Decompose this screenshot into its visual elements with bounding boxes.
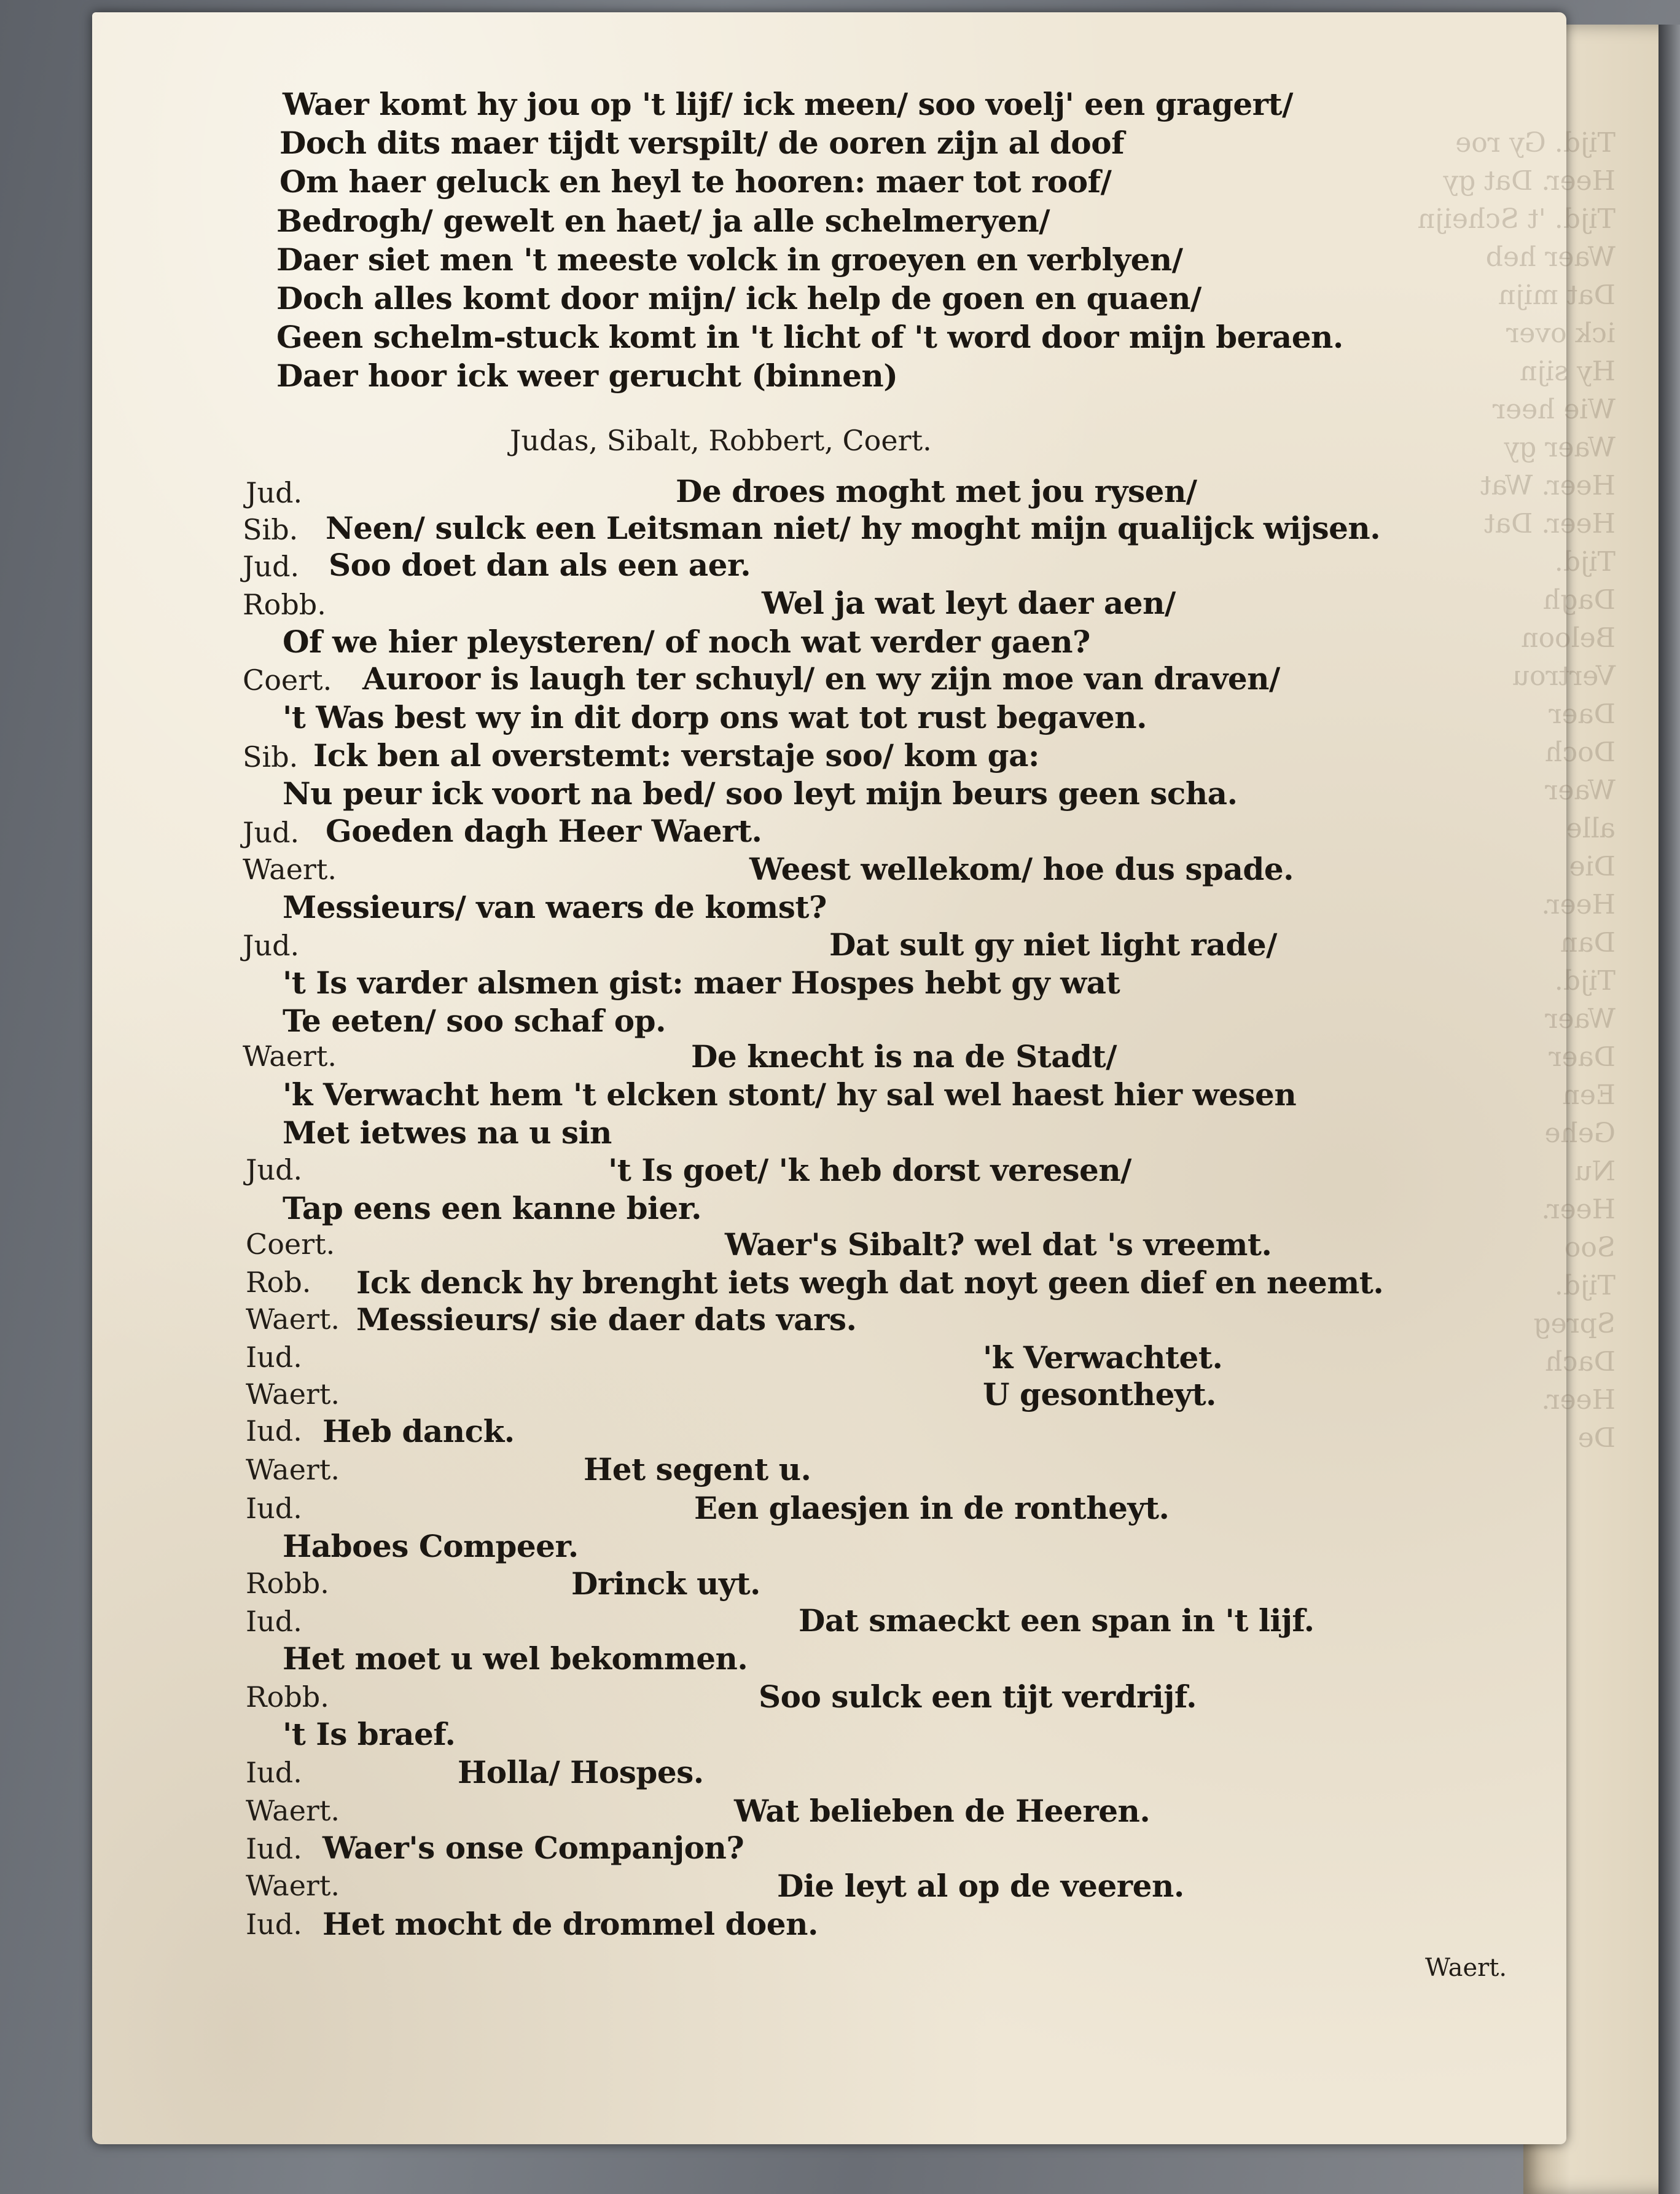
speaker-label: Sib. bbox=[243, 513, 299, 546]
dialogue-line: 'k Verwachtet. bbox=[983, 1339, 1223, 1376]
dialogue-line: Nu peur ick voort na bed/ soo leyt mijn beurs geen scha. bbox=[283, 775, 1238, 812]
speaker-label: Waert. bbox=[243, 853, 337, 886]
verse-line: Geen schelm-stuck komt in 't licht of 't word door mijn beraen. bbox=[276, 319, 1343, 355]
speaker-label: Iud. bbox=[246, 1908, 302, 1941]
speaker-label: Coert. bbox=[246, 1228, 335, 1261]
speaker-label: Waert. bbox=[246, 1303, 340, 1336]
dialogue-line: Goeden dagh Heer Waert. bbox=[326, 813, 762, 849]
speaker-label: Robb. bbox=[246, 1680, 329, 1714]
dialogue-line: U gesontheyt. bbox=[983, 1376, 1216, 1412]
dialogue-line: Heb danck. bbox=[322, 1413, 515, 1449]
speaker-label: Robb. bbox=[243, 588, 326, 621]
dialogue-line: Holla/ Hospes. bbox=[458, 1754, 704, 1790]
speaker-label: Robb. bbox=[246, 1567, 329, 1600]
speaker-label: Coert. bbox=[243, 664, 332, 697]
scene-heading: Judas, Sibalt, Robbert, Coert. bbox=[510, 424, 932, 457]
speaker-label: Iud. bbox=[246, 1414, 302, 1448]
dialogue-line: Het segent u. bbox=[584, 1451, 811, 1487]
speaker-label: Waert. bbox=[246, 1869, 340, 1902]
speaker-label: Iud. bbox=[246, 1492, 302, 1525]
dialogue-line: Tap eens een kanne bier. bbox=[283, 1190, 701, 1226]
verse-line: Daer hoor ick weer gerucht (binnen) bbox=[276, 358, 898, 394]
speaker-label: Iud. bbox=[246, 1756, 302, 1789]
speaker-label: Jud. bbox=[243, 816, 300, 849]
speaker-label: Waert. bbox=[246, 1377, 340, 1411]
dialogue-line: Ick denck hy brenght iets wegh dat noyt geen dief en neemt. bbox=[356, 1264, 1384, 1301]
dialogue-line: Met ietwes na u sin bbox=[283, 1115, 612, 1151]
verse-line: Bedrogh/ gewelt en haet/ ja alle schelmeryen/ bbox=[276, 203, 1050, 239]
speaker-label: Jud. bbox=[246, 1153, 303, 1186]
dialogue-line: Auroor is laugh ter schuyl/ en wy zijn moe van draven/ bbox=[362, 660, 1280, 697]
dialogue-line: Een glaesjen in de rontheyt. bbox=[694, 1490, 1170, 1526]
verse-line: Om haer geluck en heyl te hooren: maer tot roof/ bbox=[279, 163, 1112, 200]
speaker-label: Sib. bbox=[243, 740, 299, 774]
bleed-through: Tijd. Gy roe Heer. Dat gy Tijd. 't Scheijn Waer heb Dat mijn ick over Hy sijn Wie heer Waer gy Heer. Wat Heer. Dat Tijd. Dagh Beloon Vertrou Daer Doch Waer alle Die Heer. Dan Tijd. Waer Daer Een Gehe Nu Heer. Soo Tijd. Spreg Dach Heer. De bbox=[1417, 127, 1616, 1454]
verse-line: Waer komt hy jou op 't lijf/ ick meen/ soo voelj' een gragert/ bbox=[283, 86, 1293, 122]
dialogue-line: 't Is braef. bbox=[283, 1716, 456, 1752]
speaker-label: Jud. bbox=[243, 550, 300, 583]
facing-page-edge bbox=[1659, 25, 1680, 2194]
dialogue-line: Soo sulck een tijt verdrijf. bbox=[759, 1679, 1197, 1715]
dialogue-line: Weest wellekom/ hoe dus spade. bbox=[749, 851, 1294, 887]
verse-line: Doch dits maer tijdt verspilt/ de ooren zijn al doof bbox=[279, 125, 1125, 161]
speaker-label: Waert. bbox=[243, 1040, 337, 1073]
dialogue-line: Wat belieben de Heeren. bbox=[734, 1793, 1151, 1829]
dialogue-line: Die leyt al op de veeren. bbox=[777, 1868, 1184, 1904]
dialogue-line: Het mocht de drommel doen. bbox=[322, 1906, 818, 1942]
speaker-label: Jud. bbox=[243, 929, 300, 962]
dialogue-line: Ick ben al overstemt: verstaje soo/ kom ga: bbox=[313, 737, 1039, 774]
dialogue-line: Dat sult gy niet light rade/ bbox=[829, 927, 1277, 963]
speaker-label: Iud. bbox=[246, 1341, 302, 1374]
dialogue-line: Waer's Sibalt? wel dat 's vreemt. bbox=[725, 1226, 1272, 1263]
speaker-label: Jud. bbox=[246, 476, 303, 509]
dialogue-line: Waer's onse Companjon? bbox=[322, 1830, 744, 1866]
dialogue-line: Soo doet dan als een aer. bbox=[329, 547, 751, 583]
dialogue-line: Wel ja wat leyt daer aen/ bbox=[762, 585, 1176, 621]
dialogue-line: 't Is varder alsmen gist: maer Hospes hebt gy wat bbox=[283, 965, 1120, 1001]
dialogue-line: Het moet u wel bekommen. bbox=[283, 1640, 748, 1677]
dialogue-line: 'k Verwacht hem 't elcken stont/ hy sal wel haest hier wesen bbox=[283, 1076, 1297, 1113]
speaker-label: Waert. bbox=[246, 1794, 340, 1827]
dialogue-line: Of we hier pleysteren/ of noch wat verder gaen? bbox=[283, 624, 1090, 660]
speaker-label: Iud. bbox=[246, 1605, 302, 1638]
dialogue-line: Messieurs/ sie daer dats vars. bbox=[356, 1301, 857, 1338]
speaker-label: Iud. bbox=[246, 1832, 302, 1865]
speaker-label: Waert. bbox=[246, 1453, 340, 1486]
dialogue-line: Te eeten/ soo schaf op. bbox=[283, 1003, 666, 1039]
verse-line: Doch alles komt door mijn/ ick help de goen en quaen/ bbox=[276, 280, 1201, 316]
dialogue-line: De knecht is na de Stadt/ bbox=[691, 1038, 1117, 1075]
dialogue-line: 't Was best wy in dit dorp ons wat tot rust begaven. bbox=[283, 699, 1147, 735]
dialogue-line: 't Is goet/ 'k heb dorst veresen/ bbox=[608, 1152, 1131, 1188]
dialogue-line: Neen/ sulck een Leitsman niet/ hy moght mijn qualijck wijsen. bbox=[326, 510, 1381, 546]
dialogue-line: Dat smaeckt een span in 't lijf. bbox=[799, 1602, 1315, 1639]
dialogue-line: Haboes Compeer. bbox=[283, 1528, 579, 1564]
dialogue-line: Messieurs/ van waers de komst? bbox=[283, 889, 827, 925]
verse-line: Daer siet men 't meeste volck in groeyen en verblyen/ bbox=[276, 241, 1183, 278]
dialogue-line: De droes moght met jou rysen/ bbox=[676, 473, 1197, 509]
dialogue-line: Drinck uyt. bbox=[571, 1565, 760, 1602]
speaker-label: Rob. bbox=[246, 1266, 311, 1299]
catchword: Waert. bbox=[1425, 1954, 1507, 1982]
